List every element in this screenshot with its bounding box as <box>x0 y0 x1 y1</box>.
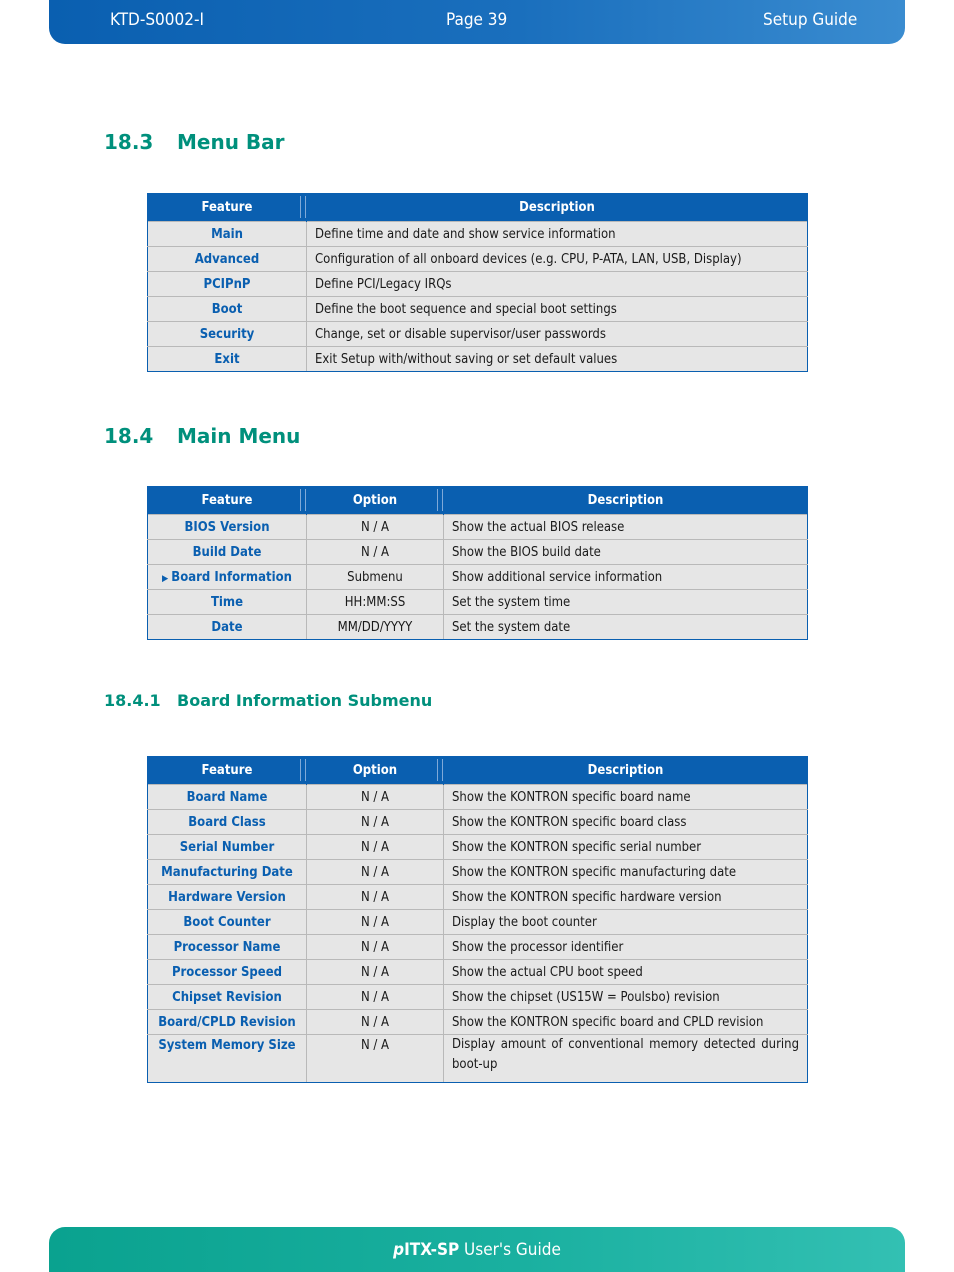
description-cell: Change, set or disable supervisor/user passwords <box>307 322 808 347</box>
feature-cell: Serial Number <box>148 835 307 860</box>
option-cell: Submenu <box>307 565 444 590</box>
option-cell: N / A <box>307 910 444 935</box>
feature-cell: BIOS Version <box>148 515 307 540</box>
feature-cell: Advanced <box>148 247 307 272</box>
description-cell: Display amount of conventional memory detected during boot-up <box>444 1035 808 1083</box>
col-option: Option <box>307 756 444 785</box>
page-header <box>49 0 905 44</box>
feature-cell: PCIPnP <box>148 272 307 297</box>
description-cell: Set the system date <box>444 615 808 640</box>
table-row <box>148 860 808 885</box>
description-cell: Show the KONTRON specific hardware version <box>444 885 808 910</box>
option-cell: N / A <box>307 985 444 1010</box>
description-cell: Show the KONTRON specific manufacturing date <box>444 860 808 885</box>
feature-cell: Main <box>148 222 307 247</box>
main-menu-table <box>147 486 808 640</box>
feature-cell: Chipset Revision <box>148 985 307 1010</box>
option-cell: N / A <box>307 885 444 910</box>
description-cell: Show the KONTRON specific board class <box>444 810 808 835</box>
table-row <box>148 835 808 860</box>
option-cell: N / A <box>307 785 444 810</box>
description-cell: Configuration of all onboard devices (e.g. CPU, P-ATA, LAN, USB, Display) <box>307 247 808 272</box>
triangle-right-icon: ▶ <box>162 573 169 584</box>
table-row <box>148 785 808 810</box>
option-cell: N / A <box>307 835 444 860</box>
feature-cell: Manufacturing Date <box>148 860 307 885</box>
description-cell: Define time and date and show service information <box>307 222 808 247</box>
feature-cell: Board/CPLD Revision <box>148 1010 307 1035</box>
option-cell: MM/DD/YYYY <box>307 615 444 640</box>
table-row <box>148 1010 808 1035</box>
menu-bar-table <box>147 193 808 372</box>
option-cell: N / A <box>307 860 444 885</box>
option-cell: HH:MM:SS <box>307 590 444 615</box>
description-cell: Show the KONTRON specific serial number <box>444 835 808 860</box>
feature-cell: Date <box>148 615 307 640</box>
page-number: Page 39 <box>446 10 508 30</box>
description-cell: Show the KONTRON specific board name <box>444 785 808 810</box>
table-row <box>148 985 808 1010</box>
option-cell: N / A <box>307 960 444 985</box>
description-cell: Set the system time <box>444 590 808 615</box>
option-cell: N / A <box>307 515 444 540</box>
option-cell: N / A <box>307 810 444 835</box>
table-row <box>148 885 808 910</box>
option-cell: N / A <box>307 1035 444 1083</box>
col-feature: Feature <box>148 486 307 515</box>
option-cell: N / A <box>307 935 444 960</box>
table-row <box>148 347 808 372</box>
doc-id: KTD-S0002-I <box>110 10 204 30</box>
feature-cell: Security <box>148 322 307 347</box>
table-row <box>148 322 808 347</box>
col-feature: Feature <box>148 193 307 222</box>
feature-cell: Processor Speed <box>148 960 307 985</box>
feature-cell: Hardware Version <box>148 885 307 910</box>
board-information-table <box>147 756 808 1083</box>
feature-cell-board-information: ▶ Board Information <box>148 565 307 590</box>
description-cell: Show the KONTRON specific board and CPLD revision <box>444 1010 808 1035</box>
table-row <box>148 960 808 985</box>
feature-cell: Processor Name <box>148 935 307 960</box>
footer-title: pITX-SP User's Guide <box>393 1240 561 1260</box>
table-row <box>148 935 808 960</box>
col-description: Description <box>307 193 808 222</box>
table-row <box>148 590 808 615</box>
col-description: Description <box>444 486 808 515</box>
description-cell: Show the BIOS build date <box>444 540 808 565</box>
col-description: Description <box>444 756 808 785</box>
description-cell: Exit Setup with/without saving or set default values <box>307 347 808 372</box>
description-cell: Display the boot counter <box>444 910 808 935</box>
table-row <box>148 297 808 322</box>
table-row <box>148 515 808 540</box>
description-cell: Show the actual BIOS release <box>444 515 808 540</box>
description-cell: Define the boot sequence and special boot settings <box>307 297 808 322</box>
page-footer <box>49 1227 905 1272</box>
feature-cell: Time <box>148 590 307 615</box>
table-row <box>148 810 808 835</box>
col-feature: Feature <box>148 756 307 785</box>
description-cell: Show the chipset (US15W = Poulsbo) revision <box>444 985 808 1010</box>
feature-cell: Exit <box>148 347 307 372</box>
table-row <box>148 540 808 565</box>
feature-cell: Board Class <box>148 810 307 835</box>
description-cell: Show the processor identifier <box>444 935 808 960</box>
table-row <box>148 615 808 640</box>
table-row <box>148 1035 808 1083</box>
table-row <box>148 565 808 590</box>
table-row <box>148 910 808 935</box>
option-cell: N / A <box>307 540 444 565</box>
col-option: Option <box>307 486 444 515</box>
feature-cell: Board Name <box>148 785 307 810</box>
description-cell: Show additional service information <box>444 565 808 590</box>
table-row <box>148 247 808 272</box>
feature-cell: Boot <box>148 297 307 322</box>
feature-cell: System Memory Size <box>148 1035 307 1083</box>
section-name: Setup Guide <box>763 10 858 30</box>
feature-cell: Boot Counter <box>148 910 307 935</box>
description-cell: Show the actual CPU boot speed <box>444 960 808 985</box>
description-cell: Define PCI/Legacy IRQs <box>307 272 808 297</box>
option-cell: N / A <box>307 1010 444 1035</box>
table-row <box>148 222 808 247</box>
feature-cell: Build Date <box>148 540 307 565</box>
table-row <box>148 272 808 297</box>
